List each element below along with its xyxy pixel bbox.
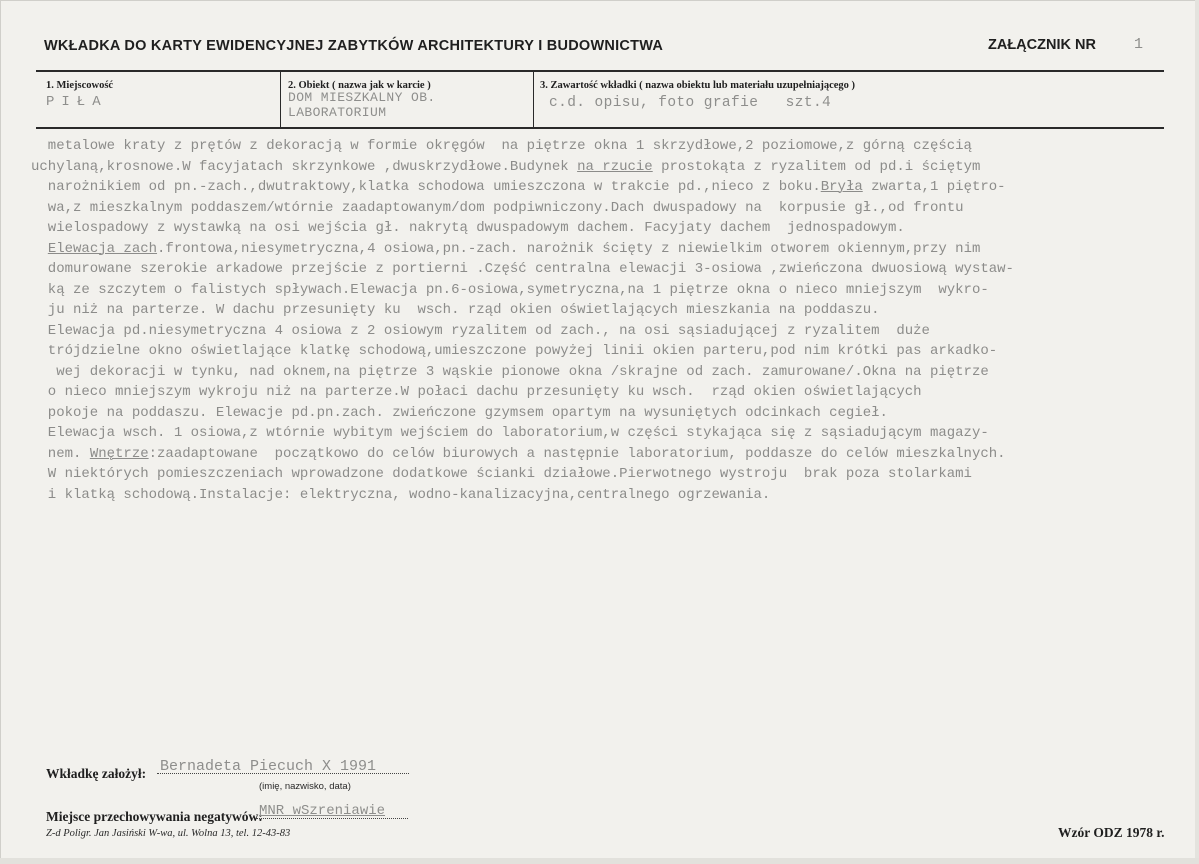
underlined-term: Wnętrze [89,445,149,462]
line-text: domurowane szerokie arkadowe przejście z portierni .Część centralna elewacji 3-osiowa ,zwieńczona dwuosiową wystaw- [31,261,1014,277]
compiled-by-label: Wkładkę założył: [46,766,147,781]
line-text: ką ze szczytem o falistych spływach.Elewacja pn.6-osiowa,symetryczna,na 1 piętrze okna o nieco mniejszym wykro- [31,281,989,298]
negatives-value: MNR wSzreniawie [259,803,386,819]
line-text: wa,z mieszkalnym poddaszem/wtórnie zaadaptowanym/dom podpiwniczony.Dach dwuspadowy na korpusie gł.,od frontu [31,199,964,216]
line-text: pokoje na poddaszu. Elewacje pd.pn.zach. zwieńczone gzymsem opartym na wysuniętych odcinkach cegieł. [31,404,888,421]
underlined-term: Elewacja zach [47,240,158,257]
negatives-label: Miejsce przechowywania negatywów: [46,809,263,824]
description-line [31,341,1191,362]
locality-value: PIŁA [46,94,108,110]
line-text: Elewacja wsch. 1 osiowa,z wtórnie wybitym wejściem do laboratorium,w części stykająca się z sąsiadującym magazy- [31,425,989,441]
description-line [31,198,1191,219]
description-line [31,218,1191,239]
object-value [288,90,436,120]
line-text: .frontowa,niesymetryczna,4 osiowa,pn.-zach. narożnik ścięty z niewielkim otworem okiennym,przy nim [157,240,981,257]
line-text: prostokąta z ryzalitem od pd.i ściętym [652,158,981,175]
line-text: wej dekoracji w tynku, nad oknem,na piętrze 3 wąskie pionowe okna /skrajne od zach. zamurowane/.Okna na piętrze [31,363,989,380]
form-model: Wzór ODZ 1978 r. [1058,825,1165,840]
description-line [31,464,1191,485]
field-divider [280,72,281,127]
header-rule [36,70,1164,72]
attachment-number: 1 [1134,36,1144,53]
card-edge [1195,0,1199,864]
description-text [31,136,1191,505]
description-line [31,321,1191,342]
description-line [31,157,1191,178]
locality-label: 1. Miejscowość [46,80,114,91]
line-text: o nieco mniejszym wykroju niż na parterze.W połaci dachu przesunięty ku wsch. rząd okien oświetlających [31,384,922,400]
contents-label: 3. Zawartość wkładki ( nazwa obiektu lub materiału uzupełniającego ) [540,80,856,91]
contents-value: c.d. opisu, foto grafie szt.4 [549,95,832,111]
line-text: uchylaną,krosnowe.W facyjatach skrzynkowe ,dwuskrzydłowe.Budynek [31,158,578,175]
description-line [31,362,1191,383]
description-line [31,382,1191,403]
description-line [31,444,1191,465]
compiled-by-value: Bernadeta Piecuch X 1991 [160,758,377,775]
line-text [31,241,48,257]
fields-rule [36,127,1164,129]
description-line [31,136,1191,157]
compiled-by-hint: (imię, nazwisko, data) [259,781,351,792]
line-text: trójdzielne okno oświetlające klatkę schodową,umieszczone powyżej linii okien parteru,pod nim krótki pas arkadko- [31,343,998,359]
line-text: :zaadaptowane początkowo do celów biurowych a następnie laboratorium, poddasze do celów mieszkalnych. [148,445,1006,462]
line-text: nem. [31,445,90,462]
description-line [31,403,1191,424]
line-text: zwarta,1 piętro- [862,179,1006,195]
field-divider [533,72,534,127]
line-text: i klatką schodową.Instalacje: elektryczna, wodno-kanalizacyjna,centralnego ogrzewania. [31,486,771,503]
description-line [31,177,1191,198]
line-text: Elewacja pd.niesymetryczna 4 osiowa z 2 osiowym ryzalitem od zach., na osi sąsiadującej z ryzalitem duże [31,322,930,339]
line-text: W niektórych pomieszczeniach wprowadzone dodatkowe ścianki działowe.Pierwotnego wystroju brak poza stolarkami [31,466,972,482]
object-value-line2: LABORATORIUM [288,105,387,120]
form-title: WKŁADKA DO KARTY EWIDENCYJNEJ ZABYTKÓW ARCHITEKTURY I BUDOWNICTWA [44,38,664,54]
description-line [31,423,1191,444]
description-line [31,485,1191,506]
object-label: 2. Obiekt ( nazwa jak w karcie ) [288,80,431,91]
attachment-label: ZAŁĄCZNIK NR [988,37,1096,53]
description-line [31,300,1191,321]
line-text: wielospadowy z wystawką na osi wejścia gł. nakrytą dwuspadowym dachem. Facyjaty dachem jednospadowym. [31,220,905,236]
line-text: ju niż na parterze. W dachu przesunięty ku wsch. rząd okien oświetlających mieszkania na poddaszu. [31,302,880,318]
printer-imprint: Z-d Poligr. Jan Jasiński W-wa, ul. Wolna 13, tel. 12-43-83 [46,828,291,839]
card-edge [0,858,1199,864]
description-line [31,239,1191,260]
object-value-line1: DOM MIESZKALNY OB. [288,90,436,105]
description-line [31,280,1191,301]
underlined-term: Bryła [820,179,863,195]
line-text: metalowe kraty z prętów z dekoracją w formie okręgów na piętrze okna 1 skrzydłowe,2 poziomowe,z górną częścią [31,138,972,154]
description-line [31,259,1191,280]
line-text: narożnikiem od pn.-zach.,dwutraktowy,klatka schodowa umieszczona w trakcie pd.,nieco z boku. [31,179,821,195]
underlined-term: na rzucie [577,158,653,175]
